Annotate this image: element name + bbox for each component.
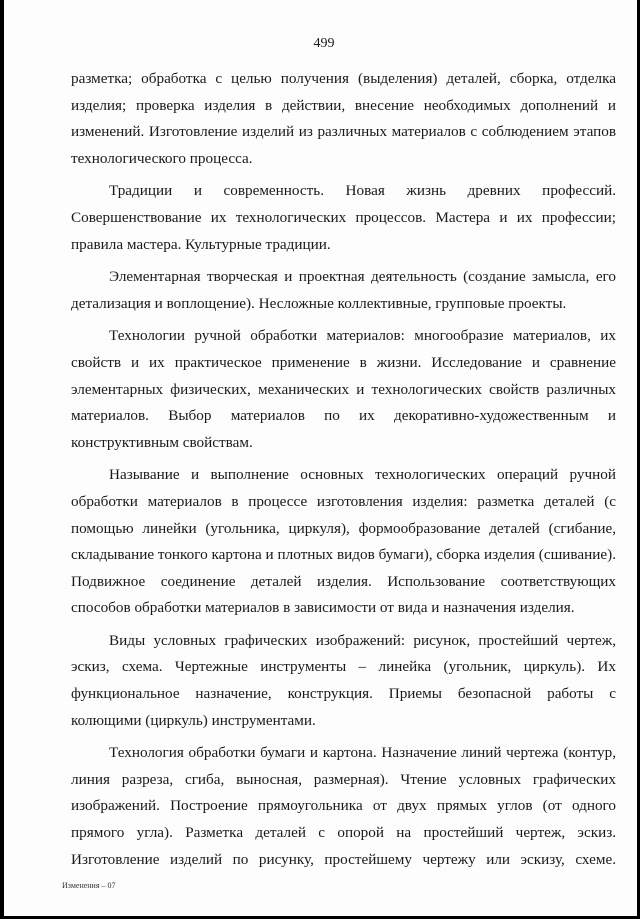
footer-note: Изменения – 07 bbox=[62, 881, 116, 890]
page-number: 499 bbox=[313, 36, 335, 51]
paragraph: разметка; обработка с целью получения (выделения) деталей, сборка, отделка изделия; проверка изделия в действии, внесение необходимых дополнений и изменений. Изготовление изделий из различных материалов с соблюдением этапов технологического процесса. bbox=[71, 70, 616, 167]
paragraph: Технологии ручной обработки материалов: многообразие материалов, их свойств и их практическое применение в жизни. Исследование и сравнение элементарных физических, механических и технологических свойств различных материалов. Выбор материалов по их декоративно-художественным и конструктивным свойствам. bbox=[71, 327, 616, 451]
paragraph: Технология обработки бумаги и картона. Назначение линий чертежа (контур, линия разреза, сгиба, выносная, размерная). Чтение условных графических изображений. Построение прямоугольника от двух прямых углов (от одного прямого угла). Разметка деталей с опорой на простейший чертеж, эскиз. Изготовление изделий по рисунку, простейшему чертежу или эскизу, схеме. bbox=[71, 744, 616, 868]
paragraph: Называние и выполнение основных технологических операций ручной обработки материалов в процессе изготовления изделия: разметка деталей (с помощью линейки (угольника, циркуля), формообразование деталей (сгибание, складывание тонкого картона и плотных видов бумаги), сборка изделия (сшивание). Подвижное соединение деталей изделия. Использование соответствующих способов обработки материалов в зависимости от вида и назначения изделия. bbox=[71, 466, 616, 617]
paragraph: Элементарная творческая и проектная деятельность (создание замысла, его детализация и воплощение). Несложные коллективные, групповые проекты. bbox=[71, 268, 616, 312]
paragraph: Виды условных графических изображений: рисунок, простейший чертеж, эскиз, схема. Чертежные инструменты – линейка (угольник, циркуль). Их функциональное назначение, конструкция. Приемы безопасной работы с колющими (циркуль) инструментами. bbox=[71, 631, 616, 729]
paragraph: Традиции и современность. Новая жизнь древних профессий. Совершенствование их технологических процессов. Мастера и их профессии; правила мастера. Культурные традиции. bbox=[71, 182, 616, 253]
body-text bbox=[71, 66, 616, 873]
